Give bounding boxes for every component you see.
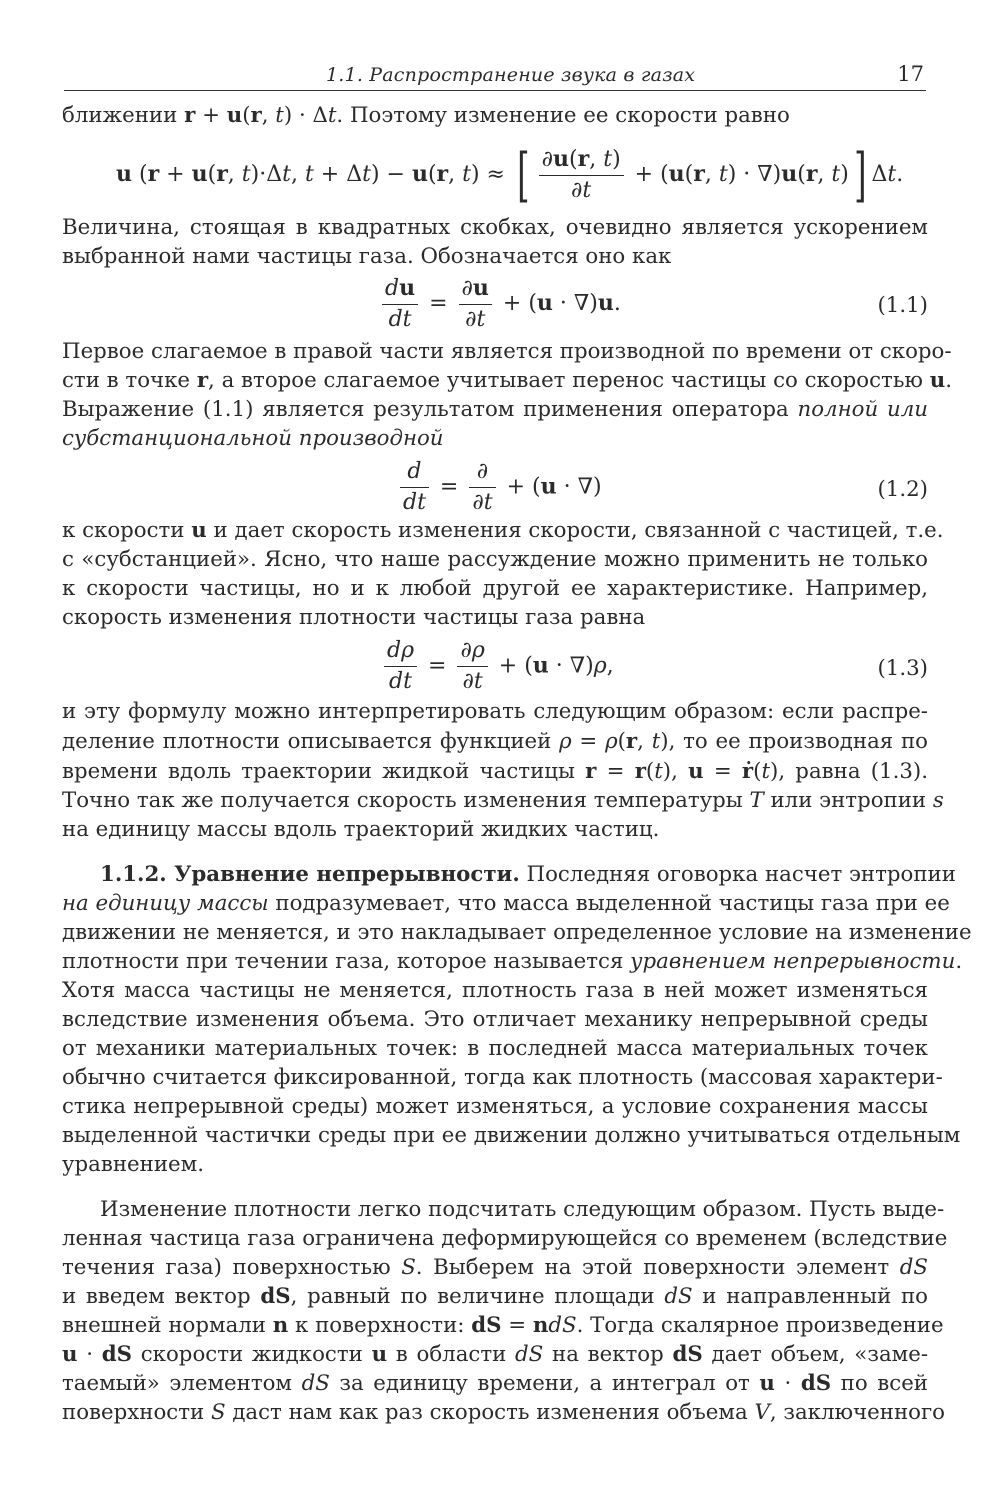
equation-1-2: $\frac{d}{dt}$ = $\frac{\partial}{\partial t}$ + (u · ∇) — [396, 459, 602, 516]
equation-velocity-change: u (r + u(r, t)·Δt, t + Δt) − u(r, t) ≈ [ $\frac{\partial u(r, t)}{\partial t}$ + (u(r, t) · ∇)u(r, t)] Δt. — [116, 141, 904, 209]
equation-number: (1.3) — [877, 656, 928, 681]
text-line: деление плотности описывается функцией ρ = ρ(r, t), то ее производная по — [62, 729, 928, 754]
text-line: к скорости u и дает скорость изменения скорости, связанной с частицей, т.е. — [62, 518, 944, 543]
text-line: ближении r + u(r, t) · Δt. Поэтому изменение ее скорости равно — [62, 103, 790, 128]
text-line: на единицу массы вдоль траекторий жидких частиц. — [62, 817, 660, 842]
text-line: скорость изменения плотности частицы газа равна — [62, 605, 646, 630]
text-line: Точно так же получается скорость изменения температуры T или энтропии s — [62, 788, 944, 813]
equation-1-1: $\frac{du}{dt}$ = $\frac{\partial u}{\partial t}$ + (u · ∇)u. — [378, 275, 621, 333]
text-line: субстанциональной производной — [62, 426, 444, 451]
section-heading: 1.1.2. Уравнение непрерывности. — [100, 862, 520, 887]
text-line: Выражение (1.1) является результатом применения оператора полной или — [62, 397, 928, 422]
text-line: к скорости частицы, но и к любой другой ее характеристике. Например, — [62, 576, 928, 601]
text-line: стика непрерывной среды) может изменяться, а условие сохранения массы — [62, 1094, 928, 1119]
equation-number: (1.1) — [877, 293, 928, 318]
text-line: сти в точке r, а второе слагаемое учитывает перенос частицы со скоростью u. — [62, 368, 952, 393]
text-line: внешней нормали n к поверхности: dS = ndS. Тогда скалярное произведение — [62, 1313, 944, 1338]
text-line: обычно считается фиксированной, тогда как плотность (массовая характери- — [62, 1065, 943, 1090]
equation-number: (1.2) — [877, 477, 928, 502]
text-line: Хотя масса частицы не меняется, плотность газа в ней может изменяться — [62, 978, 928, 1003]
text-line: от механики материальных точек: в последней масса материальных точек — [62, 1036, 928, 1061]
text-line: Первое слагаемое в правой части является производной по времени от скоро- — [62, 339, 952, 364]
text-line: движении не меняется, и это накладывает определенное условие на изменение — [62, 920, 972, 945]
text-line: Изменение плотности легко подсчитать следующим образом. Пусть выде- — [100, 1197, 945, 1222]
equation-1-3: $\frac{d\rho}{dt}$ = $\frac{\partial\rho}{\partial t}$ + (u · ∇)ρ, — [380, 638, 614, 695]
text-line: вследствие изменения объема. Это отличает механику непрерывной среды — [62, 1007, 928, 1032]
text-line: и введем вектор dS, равный по величине площади dS и направленный по — [62, 1284, 928, 1309]
page-number: 17 — [897, 62, 924, 86]
text-line: выделенной частички среды при ее движении должно учитываться отдельным — [62, 1123, 961, 1148]
running-header — [64, 62, 926, 91]
text-line: уравнением. — [62, 1152, 204, 1177]
text-line: поверхности S даст нам как раз скорость изменения объема V, заключенного — [62, 1400, 945, 1425]
running-title: 1.1. Распространение звука в газах — [326, 64, 696, 86]
text-line: течения газа) поверхностью S. Выберем на этой поверхности элемент dS — [62, 1255, 928, 1280]
text-line: и эту формулу можно интерпретировать следующим образом: если распре- — [62, 699, 928, 724]
text-line: с «субстанцией». Ясно, что наше рассуждение можно применить не только — [62, 547, 928, 572]
text-line: на единицу массы подразумевает, что масса выделенной частицы газа при ее — [62, 891, 950, 916]
text-line: выбранной нами частицы газа. Обозначается оно как — [62, 244, 672, 269]
text-line: Величина, стоящая в квадратных скобках, очевидно является ускорением — [62, 215, 928, 240]
text-line: u · dS скорости жидкости u в области dS на вектор dS дает объем, «заме- — [62, 1342, 929, 1367]
section-heading-line: 1.1.2. Уравнение непрерывности. Последняя оговорка насчет энтропии — [100, 862, 956, 887]
text-line: плотности при течении газа, которое называется уравнением непрерывности. — [62, 949, 963, 974]
text-line: таемый» элементом dS за единицу времени, а интеграл от u · dS по всей — [62, 1371, 928, 1396]
text-line: ленная частица газа ограничена деформирующейся со временем (вследствие — [62, 1226, 948, 1251]
text-line: времени вдоль траектории жидкой частицы r = r(t), u = ṙ(t), равна (1.3). — [62, 759, 928, 784]
